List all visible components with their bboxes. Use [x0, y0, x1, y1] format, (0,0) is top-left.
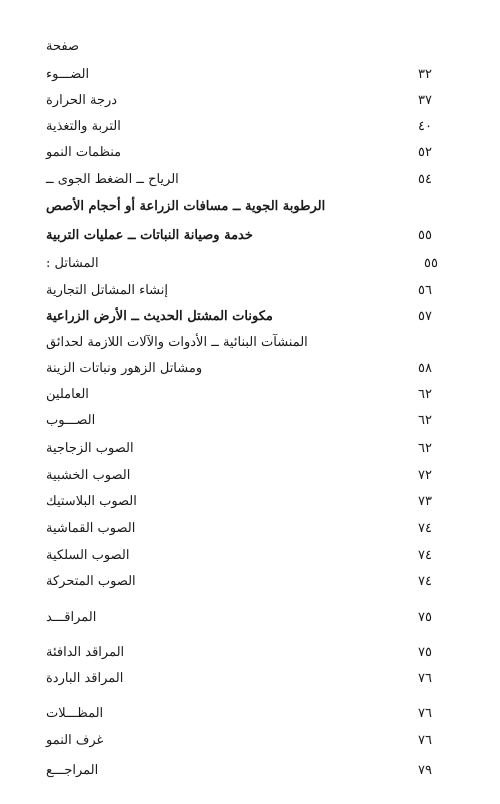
toc-entry [46, 704, 442, 724]
toc-entry-title: المظـــلات [46, 706, 104, 721]
toc-entry [46, 731, 442, 751]
toc-entry-page: ٧٦ [418, 706, 432, 721]
toc-entry-title: الضـــوء [46, 67, 90, 82]
toc-entry-page: ٧٦ [418, 733, 432, 748]
toc-entry [46, 608, 442, 628]
toc-entry-title: مكونات المشتل الحديث ــ الأرض الزراعية [46, 309, 273, 324]
toc-entry-title: الرياح ــ الضغط الجوى ــ [46, 172, 179, 187]
toc-entry-page: ٥٥ [418, 228, 432, 243]
toc-entry [46, 170, 442, 190]
toc-entry-page: ٧٣ [418, 494, 432, 509]
toc-entry [46, 519, 442, 539]
toc-entry-page: ٥٢ [418, 145, 432, 160]
toc-entry-page: ٧٥ [418, 645, 432, 660]
toc-entry-page: ٦٢ [418, 387, 432, 402]
toc-entry [46, 65, 442, 85]
toc-entry-title: الصوب البلاستيك [46, 494, 137, 509]
toc-entry-page: ٣٢ [418, 67, 432, 82]
toc-entry-page: ٥٨ [418, 361, 432, 376]
toc-entry [46, 669, 442, 689]
toc-entry [46, 91, 442, 111]
toc-entry-page: ٥٥ [424, 256, 438, 271]
toc-entry [46, 197, 442, 217]
toc-entry-page: ٥٧ [418, 309, 432, 324]
toc-entry-title: الصوب المتحركة [46, 574, 136, 589]
toc-entry-page: ٥٤ [418, 172, 432, 187]
toc-entry-title: الرطوبة الجوية ــ مسافات الزراعة أو أحجام الأصص [46, 199, 326, 214]
toc-entry-title: المشاتل : [46, 256, 99, 271]
toc-entry-title: المراقد الباردة [46, 671, 124, 686]
toc-entry [46, 117, 442, 137]
toc-entry-title: ومشاتل الزهور ونباتات الزينة [46, 361, 203, 376]
toc-entry-page: ٧٢ [418, 468, 432, 483]
toc-entry-title: العاملين [46, 387, 89, 402]
toc-entry [46, 226, 442, 246]
toc-entry-page: ٦٢ [418, 413, 432, 428]
toc-entry-page: ٥٦ [418, 283, 432, 298]
toc-entry [46, 385, 442, 405]
toc-entry-title: الصوب الخشبية [46, 468, 131, 483]
toc-entry-title: المنشآت البنائية ــ الأدوات والآلات اللازمة لحدائق [46, 335, 308, 350]
toc-entry-title: المراجـــع [46, 763, 99, 778]
toc-entry-title: درجة الحرارة [46, 93, 118, 108]
toc-entry-page: ٧٤ [418, 574, 432, 589]
toc-entry-title: منظمات النمو [46, 145, 122, 160]
toc-entry-title: الصوب السلكية [46, 548, 130, 563]
toc-entry [46, 143, 442, 163]
toc-entry [46, 466, 442, 486]
toc-entry-page: ٣٧ [418, 93, 432, 108]
toc-entry [46, 411, 442, 431]
toc-entry [46, 281, 442, 301]
toc-entry [46, 572, 442, 592]
page-column-header: صفحة [46, 39, 79, 54]
toc-entry [46, 439, 442, 459]
toc-entry-title: الصوب الزجاجية [46, 441, 134, 456]
toc-entry-title: المراقـــد [46, 610, 97, 625]
toc-entry-page: ٧٦ [418, 671, 432, 686]
toc-entry [46, 359, 442, 379]
toc-entry-page: ٧٤ [418, 548, 432, 563]
toc-entry-title: الصـــوب [46, 413, 96, 428]
toc-entry [46, 761, 442, 781]
toc-entry-title: خدمة وصيانة النباتات ــ عمليات التربية [46, 228, 253, 243]
toc-entry-title: غرف النمو [46, 733, 104, 748]
toc-entry [46, 307, 442, 327]
toc-entry-title: الصوب القماشية [46, 521, 136, 536]
toc-entry [46, 546, 442, 566]
toc-entry-title: المراقد الدافئة [46, 645, 125, 660]
toc-entry [46, 643, 442, 663]
toc-entry-page: ٧٥ [418, 610, 432, 625]
toc-entry-page: ٧٤ [418, 521, 432, 536]
toc-entry-page: ٧٩ [418, 763, 432, 778]
toc-entry-title: إنشاء المشاتل التجارية [46, 283, 168, 298]
toc-entry-title: التربة والتغذية [46, 119, 121, 134]
toc-entry [46, 254, 448, 274]
toc-entry [46, 492, 442, 512]
toc-entry-page: ٦٢ [418, 441, 432, 456]
toc-entry [46, 333, 442, 353]
toc-entry-page: ٤٠ [418, 119, 432, 134]
